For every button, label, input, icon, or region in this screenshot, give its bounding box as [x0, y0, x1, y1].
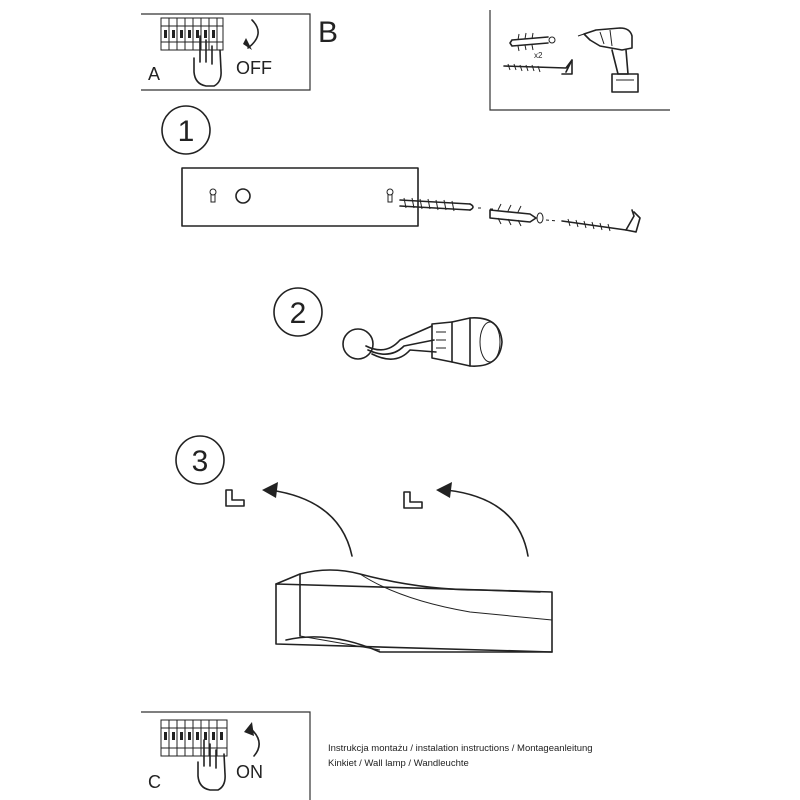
panel-b-letter: B: [318, 16, 339, 49]
panel-a-frame: [141, 14, 310, 90]
cable-outlet-icon: [343, 329, 373, 359]
lamp-socket-icon: [432, 318, 502, 366]
step-2-number: 2: [289, 297, 307, 330]
power-on-label: ON: [236, 762, 263, 782]
insert-guide-line: [478, 208, 496, 209]
mounting-bracket: [182, 168, 418, 226]
wire-icon: [366, 326, 436, 359]
breaker-panel-on-icon: [161, 720, 227, 756]
breaker-panel-icon: [161, 18, 223, 50]
hook-screw-step-1-icon: [562, 210, 640, 232]
dowel-icon: [490, 204, 543, 226]
screw-icon: [400, 198, 473, 211]
panel-a-power-off: [141, 14, 310, 90]
hook-left-icon: [226, 490, 244, 506]
curved-arrow-right-icon: [436, 482, 528, 556]
power-off-label: OFF: [236, 58, 272, 78]
quantity-label: x2: [534, 51, 543, 60]
caption-title: Instrukcja montażu / instalation instructions / Montageanleitung: [328, 743, 593, 754]
hook-right-icon: [404, 492, 422, 508]
curved-arrow-left-icon: [262, 482, 352, 556]
step-1: [162, 106, 640, 232]
panel-b-tools: [490, 10, 670, 110]
hook-screw-icon: [504, 60, 572, 74]
drill-icon: [578, 28, 638, 92]
panel-c-letter: C: [148, 772, 161, 792]
keyhole-slot-right: [387, 189, 393, 202]
panel-a-letter: A: [148, 64, 161, 84]
cable-hole: [236, 189, 250, 203]
panel-c-power-on: [141, 712, 310, 800]
wall-lamp-fixture: [276, 570, 552, 652]
caption-subtitle: Kinkiet / Wall lamp / Wandleuchte: [328, 758, 469, 769]
wall-plug-icon: [510, 33, 555, 51]
step-3: [176, 436, 552, 652]
keyhole-slot-left: [210, 189, 216, 202]
step-3-number: 3: [191, 445, 209, 478]
step-1-number: 1: [177, 115, 195, 148]
panel-b-frame: [490, 10, 670, 110]
arrow-down-icon: [248, 20, 258, 48]
step-2: [274, 288, 502, 366]
